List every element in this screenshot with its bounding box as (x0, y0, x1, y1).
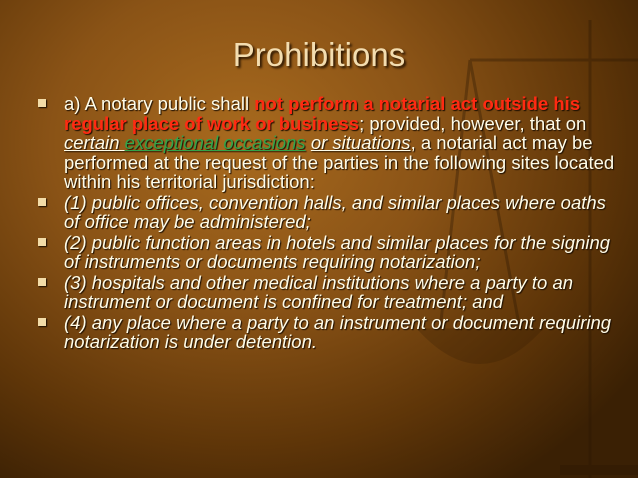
bullet-text: (3) hospitals and other medical institutions where a party to an instrument or document is confined for treatment; and (64, 271, 574, 312)
bullet-text-prefix: a) A notary public shall (64, 93, 255, 114)
bullet-text-situations: or situations (310, 132, 411, 153)
square-bullet-icon (38, 198, 46, 206)
bullet-text-exceptional: exceptional occasions (124, 132, 306, 153)
bullet-text: (2) public function areas in hotels and similar places for the signing of instruments or documents requiring notarization; (64, 231, 611, 272)
bullet-text-rest: , a notarial act may be performed at the request of the parties in the following sites located within his territorial jurisdiction: (64, 132, 615, 192)
square-bullet-icon (38, 238, 46, 246)
square-bullet-icon (38, 318, 46, 326)
square-bullet-icon (38, 99, 46, 107)
bullet-text-emphasis: not perform a notarial act outside his regular place of work or business (64, 93, 581, 134)
bullet-text: (4) any place where a party to an instrument or document requiring notarization is under detention. (64, 311, 612, 352)
bullet-item (38, 193, 624, 232)
bullet-item (38, 313, 624, 352)
bullet-text: (1) public offices, convention halls, and similar places where oaths of office may be administered; (64, 191, 606, 232)
square-bullet-icon (38, 278, 46, 286)
bullet-item (38, 233, 624, 272)
bullet-text-after: ; provided, however, that on (359, 112, 587, 134)
bullet-list (38, 94, 624, 353)
bullet-item (38, 273, 624, 312)
bullet-item (38, 94, 624, 192)
bullet-text-certain: certain (64, 132, 125, 153)
slide-title: Prohibitions (232, 36, 406, 73)
